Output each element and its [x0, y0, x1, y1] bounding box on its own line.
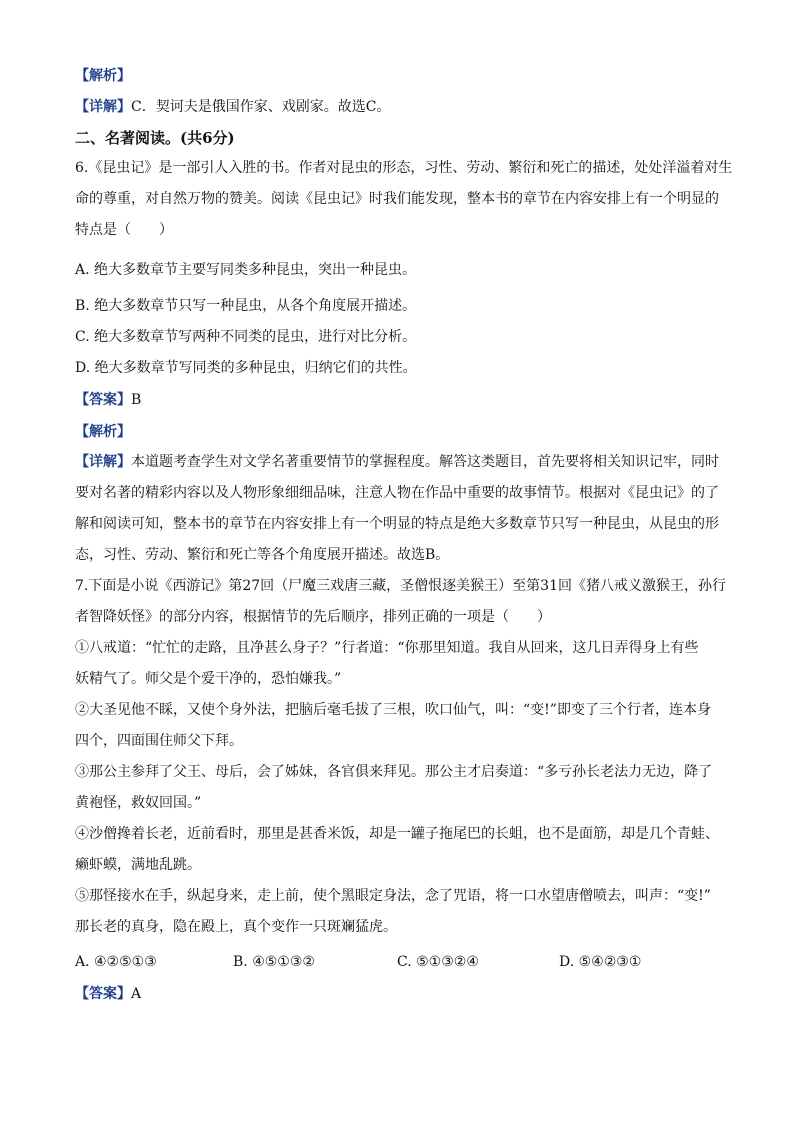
q6-stem-line: 特点是（ ）: [75, 222, 173, 238]
q7-stem-line: 7.下面是小说《西游记》第27回（尸魔三戏唐三藏，圣僧恨逐美猴王）至第31回《猪八戒义激猴王，孙行: [75, 578, 726, 594]
q7-option-b: B. ④⑤①③②: [233, 954, 315, 970]
q7-option-a: A. ④②⑤①③: [75, 954, 157, 970]
q6-analysis-label: [75, 422, 725, 442]
q7-answer: [75, 984, 725, 1004]
q6-detail-line: 解和阅读可知，整本书的章节在内容安排上有一个明显的特点是绝大多数章节只写一种昆虫，从昆虫的形: [75, 516, 719, 532]
q7-item-line: 妖精气了。师父是个爱干净的，恐怕嫌我。”: [75, 671, 342, 687]
detail-text: C．契诃夫是俄国作家、戏剧家。故选C。: [131, 99, 391, 115]
q7-item-line: ①八戒道：“忙忙的走路，且净甚么身子？”行者道：“你那里知道。我自从回来，这几日弄得身上有些: [75, 640, 699, 656]
q6-option-b: B. 绝大多数章节只写一种昆虫，从各个角度展开描述。: [75, 298, 417, 314]
q7-item-line: ②大圣见他不睬，又使个身外法，把脑后毫毛拔了三根，吹口仙气，叫：“变!”即变了三个行者，连本身: [75, 702, 711, 718]
analysis-tag: 【解析】: [75, 424, 131, 440]
section-heading: 二、名著阅读。(共6分): [75, 129, 235, 147]
q6-stem-line: 命的尊重，对自然万物的赞美。阅读《昆虫记》时我们能发现，整本书的章节在内容安排上有一个明显的: [75, 191, 719, 207]
q6-detail-line: 态，习性、劳动、繁衍和死亡等各个角度展开描述。故选B。: [75, 547, 450, 563]
q5-detail: [75, 97, 725, 117]
answer-value: B: [131, 392, 142, 408]
q7-item-line: 四个，四面围住师父下拜。: [75, 733, 243, 749]
q6-option-c: C. 绝大多数章节写两种不同类的昆虫，进行对比分析。: [75, 329, 417, 345]
q7-option-d: D. ⑤④②③①: [559, 954, 642, 970]
answer-tag: 【答案】: [75, 986, 131, 1002]
q7-item-line: ④沙僧搀着长老，近前看时，那里是甚香米饭，却是一罐子拖尾巴的长蛆，也不是面筋，却是几个青蛙、: [75, 826, 719, 842]
q6-detail-line: 要对名著的精彩内容以及人物形象细细品味，注意人物在作品中重要的故事情节。根据对《昆虫记》的了: [75, 485, 719, 501]
detail-tag: 【详解】: [75, 454, 131, 470]
q5-analysis-label: [75, 66, 725, 86]
detail-tag: 【详解】: [75, 99, 131, 115]
answer-value: A: [131, 986, 142, 1002]
analysis-tag: 【解析】: [75, 68, 131, 84]
q6-stem-line: 6.《昆虫记》是一部引人入胜的书。作者对昆虫的形态，习性、劳动、繁衍和死亡的描述，处处洋溢着对生: [75, 160, 733, 176]
q7-item-line: 那长老的真身，隐在殿上，真个变作一只斑斓猛虎。: [75, 919, 397, 935]
detail-text: 本道题考查学生对文学名著重要情节的掌握程度。解答这类题目，首先要将相关知识记牢，同时: [131, 454, 719, 470]
q7-option-c: C. ⑤①③②④: [397, 954, 479, 970]
q6-detail-line: [75, 452, 725, 472]
q6-answer: [75, 390, 725, 410]
q7-item-line: 癞虾蟆，满地乱跳。: [75, 857, 201, 873]
q7-item-line: ⑤那怪接水在手，纵起身来，走上前，使个黑眼定身法，念了咒语，将一口水望唐僧喷去，叫声：“变!”: [75, 888, 711, 904]
answer-tag: 【答案】: [75, 392, 131, 408]
q7-stem-line: 者智降妖怪》的部分内容，根据情节的先后顺序，排列正确的一项是（ ）: [75, 609, 551, 625]
q6-option-a: A. 绝大多数章节主要写同类多种昆虫，突出一种昆虫。: [75, 262, 417, 278]
q6-option-d: D. 绝大多数章节写同类的多种昆虫，归纳它们的共性。: [75, 360, 417, 376]
q7-item-line: ③那公主参拜了父王、母后，会了姊妹，各官俱来拜见。那公主才启奏道：“多亏孙长老法力无边，降了: [75, 764, 713, 780]
q7-item-line: 黄袍怪，救奴回国。”: [75, 795, 202, 811]
